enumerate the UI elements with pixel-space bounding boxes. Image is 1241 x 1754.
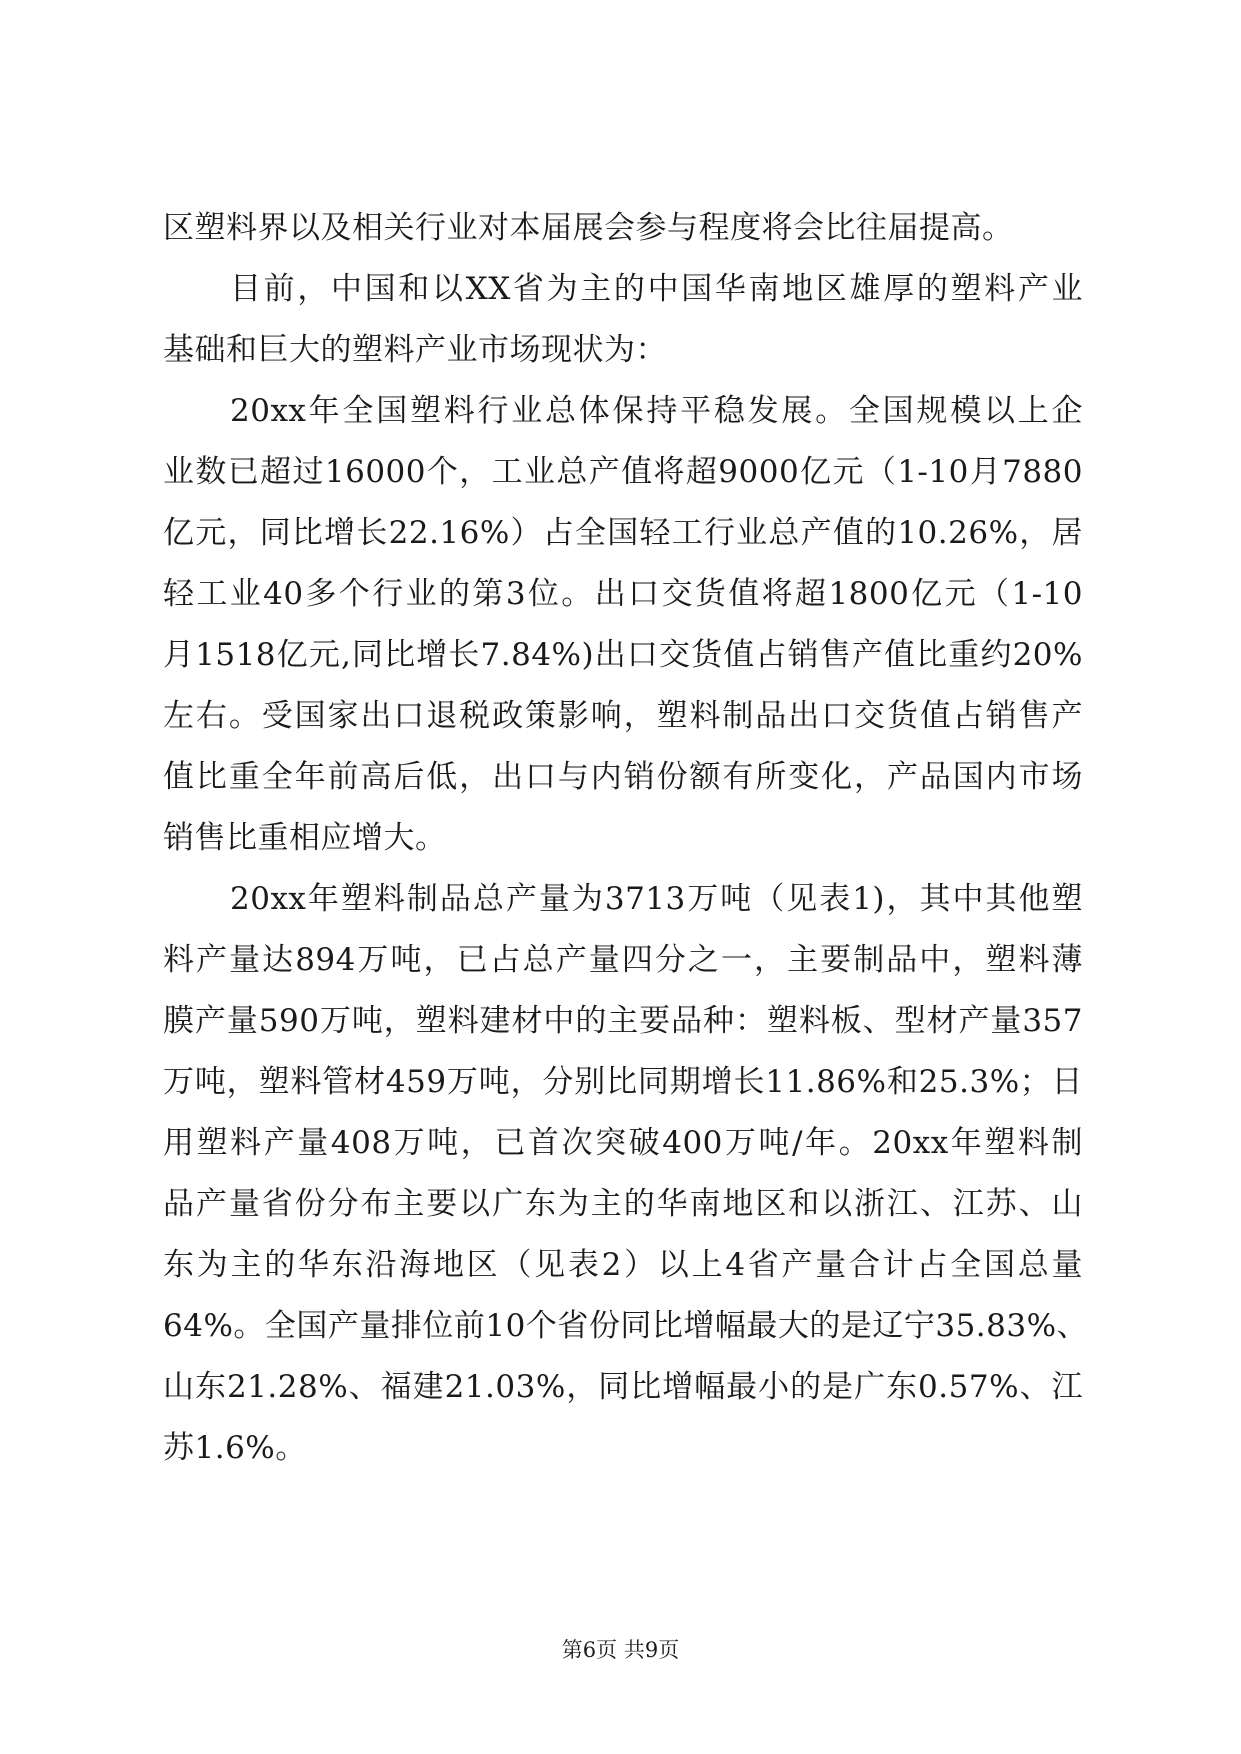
paragraph-4-line-7: 东为主的华东沿海地区（见表2）以上4省产量合计占全国总量	[163, 1247, 1083, 1283]
paragraph-3-line-6: 左右。受国家出口退税政策影响，塑料制品出口交货值占销售产	[163, 698, 1083, 734]
document-body	[163, 198, 1089, 1479]
paragraph-3-line-5: 月1518亿元,同比增长7.84%)出口交货值占销售产值比重约20%	[163, 637, 1083, 673]
paragraph-2-line-2: 基础和巨大的塑料产业市场现状为：	[163, 332, 667, 368]
paragraph-4-line-2: 料产量达894万吨，已占总产量四分之一，主要制品中，塑料薄	[163, 942, 1083, 978]
paragraph-3-line-4: 轻工业40多个行业的第3位。出口交货值将超1800亿元（1-10	[163, 576, 1083, 612]
paragraph-4-line-4: 万吨，塑料管材459万吨，分别比同期增长11.86%和25.3%；日	[163, 1064, 1083, 1100]
paragraph-4-line-3: 膜产量590万吨，塑料建材中的主要品种：塑料板、型材产量357	[163, 1003, 1083, 1039]
paragraph-3-line-2: 业数已超过16000个，工业总产值将超9000亿元（1-10月7880	[163, 454, 1083, 490]
paragraph-3-line-1: 20xx年全国塑料行业总体保持平稳发展。全国规模以上企	[230, 393, 1083, 429]
paragraph-1-line-1: 区塑料界以及相关行业对本届展会参与程度将会比往届提高。	[163, 210, 1014, 246]
paragraph-3-line-8: 销售比重相应增大。	[163, 820, 447, 856]
paragraph-3-line-7: 值比重全年前高后低，出口与内销份额有所变化，产品国内市场	[163, 759, 1083, 795]
page-number-footer: 第6页 共9页	[561, 1638, 680, 1662]
paragraph-2-line-1: 目前，中国和以XX省为主的中国华南地区雄厚的塑料产业	[230, 271, 1083, 307]
paragraph-4-line-1: 20xx年塑料制品总产量为3713万吨（见表1)，其中其他塑	[230, 881, 1083, 917]
paragraph-4-line-5: 用塑料产量408万吨，已首次突破400万吨/年。20xx年塑料制	[163, 1125, 1083, 1161]
paragraph-3-line-3: 亿元，同比增长22.16%）占全国轻工行业总产值的10.26%，居	[163, 515, 1083, 551]
paragraph-4-line-8: 64%。全国产量排位前10个省份同比增幅最大的是辽宁35.83%、	[163, 1308, 1089, 1344]
paragraph-4-line-9: 山东21.28%、福建21.03%，同比增幅最小的是广东0.57%、江	[163, 1369, 1083, 1405]
paragraph-4-line-6: 品产量省份分布主要以广东为主的华南地区和以浙江、江苏、山	[163, 1186, 1083, 1222]
paragraph-4-line-10: 苏1.6%。	[163, 1430, 307, 1466]
